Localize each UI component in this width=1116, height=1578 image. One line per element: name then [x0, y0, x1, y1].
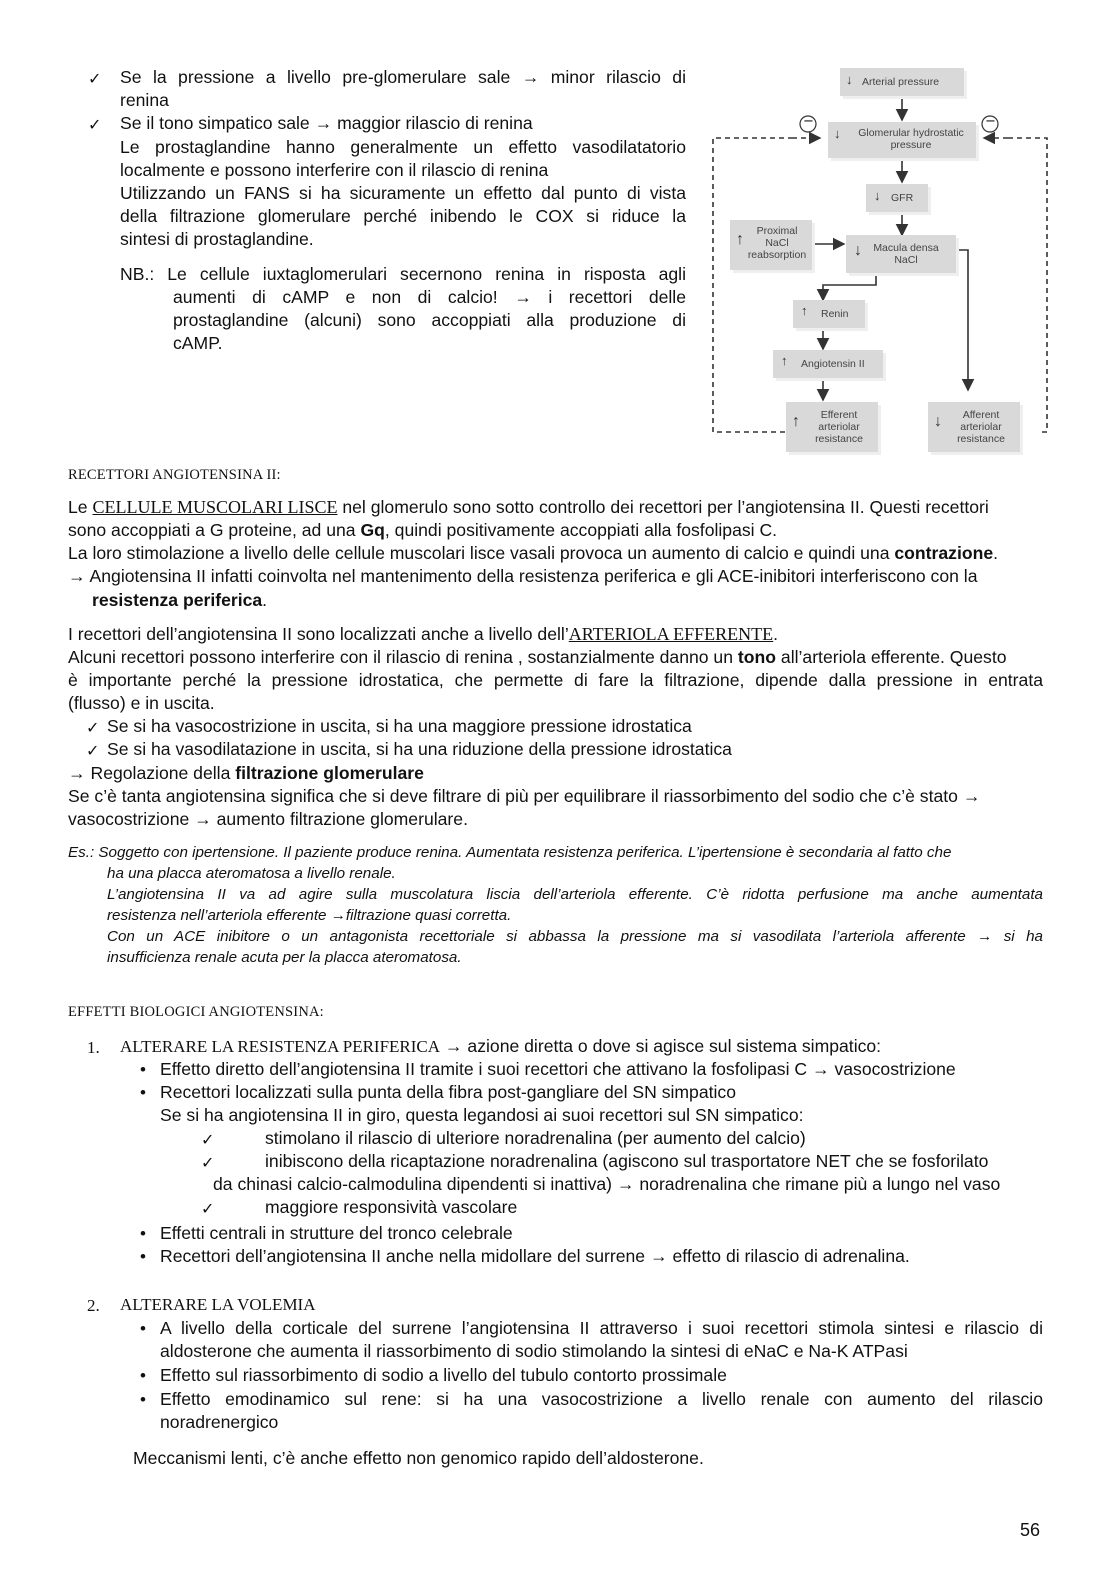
s1-line: è importante perché la pressione idrostatica, che permette di fare la filtrazione, dipende dalla pressione in entrata — [68, 670, 1043, 690]
list-number: 2. — [87, 1296, 100, 1315]
s2-item-title: ALTERARE LA VOLEMIA — [120, 1295, 316, 1314]
list-number: 1. — [87, 1038, 100, 1057]
top-item-1-line-1: Se la pressione a livello pre-glomerulare sale → minor rilascio di — [120, 67, 686, 87]
es-line: Es.: Soggetto con ipertensione. Il paziente produce renina. Aumentata resistenza periferica. L’ipertensione è secondaria al fatto che — [68, 844, 952, 861]
s1-line: vasocostrizione → aumento filtrazione glomerulare. — [68, 809, 468, 829]
bullet-dot: • — [140, 1390, 146, 1409]
checkmark-icon: ✓ — [201, 1130, 215, 1149]
arrow-down-icon: ↓ — [934, 413, 942, 430]
top-para-line: Utilizzando un FANS si ha sicuramente un effetto dal punto di vista — [120, 183, 686, 203]
top-para-line: localmente e possono interferire con il rilascio di renina — [120, 160, 549, 180]
checkmark-icon: ✓ — [86, 718, 100, 737]
s2-bullet: Recettori dell’angiotensina II anche nella midollare del surrene → effetto di rilascio di adrenalina. — [160, 1246, 910, 1266]
box-gfr: ↓ GFR — [866, 184, 928, 212]
top-item-1-line-2: renina — [120, 90, 169, 110]
closing-line: Meccanismi lenti, c’è anche effetto non genomico rapido dell’aldosterone. — [133, 1448, 704, 1468]
arrow-down-icon: ↓ — [874, 188, 881, 203]
arrow-up-icon: ↑ — [781, 353, 788, 368]
arrow-up-icon: ↑ — [801, 303, 808, 318]
s2-bullet: A livello della corticale del surrene l’angiotensina II attraverso i suoi recettori stimola sintesi e rilascio di — [160, 1318, 1043, 1338]
es-line: resistenza nell’arteriola efferente →filtrazione quasi corretta. — [107, 907, 512, 924]
minus-sign: − — [803, 114, 814, 129]
arrow-down-icon: ↓ — [846, 72, 853, 87]
checkmark-icon: ✓ — [88, 115, 102, 134]
minus-sign: − — [985, 114, 996, 129]
s1-check-line: Se si ha vasodilatazione in uscita, si ha una riduzione della pressione idrostatica — [107, 739, 732, 759]
nb-line: aumenti di cAMP e non di calcio! → i recettori delle — [173, 287, 686, 307]
renin-regulation-diagram — [700, 60, 1060, 470]
top-item-2: Se il tono simpatico sale → maggior rilascio di renina — [120, 113, 533, 133]
checkmark-icon: ✓ — [88, 69, 102, 88]
s1-check-line: Se si ha vasocostrizione in uscita, si ha una maggiore pressione idrostatica — [107, 716, 692, 736]
arrow-down-icon: ↓ — [834, 126, 841, 141]
s2-check: maggiore responsività vascolare — [265, 1197, 518, 1217]
arrow-up-icon: ↑ — [736, 231, 744, 248]
es-line: ha una placca ateromatosa a livello renale. — [107, 865, 396, 882]
box-angiotensin-ii: ↑ Angiotensin II — [773, 350, 883, 378]
bullet-dot: • — [140, 1366, 146, 1385]
es-line: Con un ACE inibitore o un antagonista recettoriale si abbassa la pressione ma si vasodilata l’arteriola afferente → si ha — [107, 928, 1043, 945]
checkmark-icon: ✓ — [201, 1153, 215, 1172]
s2-item-title: ALTERARE LA RESISTENZA PERIFERICA → azione diretta o dove si agisce sul sistema simpatico: — [120, 1036, 882, 1056]
s1-line: I recettori dell’angiotensina II sono localizzati anche a livello dell’ARTERIOLA EFFERENTE. — [68, 624, 779, 644]
bullet-dot: • — [140, 1247, 146, 1266]
s1-line: Alcuni recettori possono interferire con il rilascio di renina , sostanzialmente danno un tono all’arteriola efferente. Questo — [68, 647, 1007, 667]
arrow-up-icon: ↑ — [792, 413, 800, 430]
s2-bullet-cont: aldosterone che aumenta il riassorbimento di sodio stimolando la sintesi di eNaC e Na-K ATPasi — [160, 1341, 908, 1361]
s2-bullet-cont: noradrenergico — [160, 1412, 279, 1432]
bullet-dot: • — [140, 1224, 146, 1243]
s1-line: → Regolazione della filtrazione glomerulare — [68, 763, 424, 783]
box-efferent-resistance: ↑ Efferent arteriolar resistance — [786, 402, 878, 452]
s2-bullet: Effetto diretto dell’angiotensina II tramite i suoi recettori che attivano la fosfolipasi C → vasocostrizione — [160, 1059, 956, 1079]
box-arterial-pressure: ↓ Arterial pressure — [840, 68, 964, 96]
bullet-dot: • — [140, 1319, 146, 1338]
top-para-line: della filtrazione glomerulare perché inibendo le COX si riduce la — [120, 206, 686, 226]
es-line: L’angiotensina II va ad agire sulla muscolatura liscia dell’arteriola efferente. C’è ridotta perfusione ma anche aumentata — [107, 886, 1043, 903]
box-afferent-resistance: ↓ Afferent arteriolar resistance — [928, 402, 1020, 452]
nb-line: prostaglandine (alcuni) sono accoppiati alla produzione di — [173, 310, 686, 330]
checkmark-icon: ✓ — [86, 741, 100, 760]
s2-bullet: Effetti centrali in strutture del tronco celebrale — [160, 1223, 513, 1243]
s2-bullet-cont: Se si ha angiotensina II in giro, questa legandosi ai suoi recettori sul SN simpatico: — [160, 1105, 804, 1125]
section-heading-effetti: EFFETTI BIOLOGICI ANGIOTENSINA: — [68, 1004, 324, 1020]
nb-line: NB.: Le cellule iuxtaglomerulari secernono renina in risposta agli — [120, 264, 686, 284]
s1-line: resistenza periferica. — [92, 590, 268, 610]
top-para-line: Le prostaglandine hanno generalmente un effetto vasodilatatorio — [120, 137, 686, 157]
s2-check-cont: da chinasi calcio-calmodulina dipendenti si inattiva) → noradrenalina che rimane più a lungo nel vaso — [213, 1174, 1001, 1194]
arrow-down-icon: ↓ — [854, 242, 862, 259]
s2-bullet: Effetto emodinamico sul rene: si ha una vasocostrizione a livello renale con aumento del rilascio — [160, 1389, 1043, 1409]
bullet-dot: • — [140, 1060, 146, 1079]
s2-check: inibiscono della ricaptazione noradrenalina (agiscono sul trasportatore NET che se fosforilato — [265, 1151, 989, 1171]
bullet-dot: • — [140, 1083, 146, 1102]
s2-bullet: Recettori localizzati sulla punta della fibra post-gangliare del SN simpatico — [160, 1082, 736, 1102]
s2-bullet: Effetto sul riassorbimento di sodio a livello del tubulo contorto prossimale — [160, 1365, 727, 1385]
s1-line: sono accoppiati a G proteine, ad una Gq, quindi positivamente accoppiati alla fosfolipasi C. — [68, 520, 778, 540]
box-proximal-reabsorption: ↑ Proximal NaCl reabsorption — [730, 220, 812, 270]
checkmark-icon: ✓ — [201, 1199, 215, 1218]
nb-line: cAMP. — [173, 333, 223, 353]
box-renin: ↑ Renin — [793, 300, 865, 328]
s1-line: Le CELLULE MUSCOLARI LISCE nel glomerulo sono sotto controllo dei recettori per l’angiotensina II. Questi recettori — [68, 497, 989, 517]
section-heading-recettori: RECETTORI ANGIOTENSINA II: — [68, 467, 281, 483]
box-macula-densa: ↓ Macula densa NaCl — [846, 235, 956, 273]
s1-line: → Angiotensina II infatti coinvolta nel mantenimento della resistenza periferica e gli ACE-inibitori interferiscono con la — [68, 566, 978, 586]
s1-line: Se c’è tanta angiotensina significa che si deve filtrare di più per equilibrare il riassorbimento del sodio che c’è stato → — [68, 786, 981, 806]
s2-check: stimolano il rilascio di ulteriore noradrenalina (per aumento del calcio) — [265, 1128, 806, 1148]
s1-line: (flusso) e in uscita. — [68, 693, 215, 713]
top-para-line: sintesi di prostaglandine. — [120, 229, 314, 249]
box-glomerular-pressure: ↓ Glomerular hydrostatic pressure — [828, 122, 976, 158]
es-line: insufficienza renale acuta per la placca ateromatosa. — [107, 949, 462, 966]
page-number: 56 — [1020, 1520, 1041, 1540]
s1-line: La loro stimolazione a livello delle cellule muscolari lisce vasali provoca un aumento di calcio e quindi una contrazione. — [68, 543, 998, 563]
